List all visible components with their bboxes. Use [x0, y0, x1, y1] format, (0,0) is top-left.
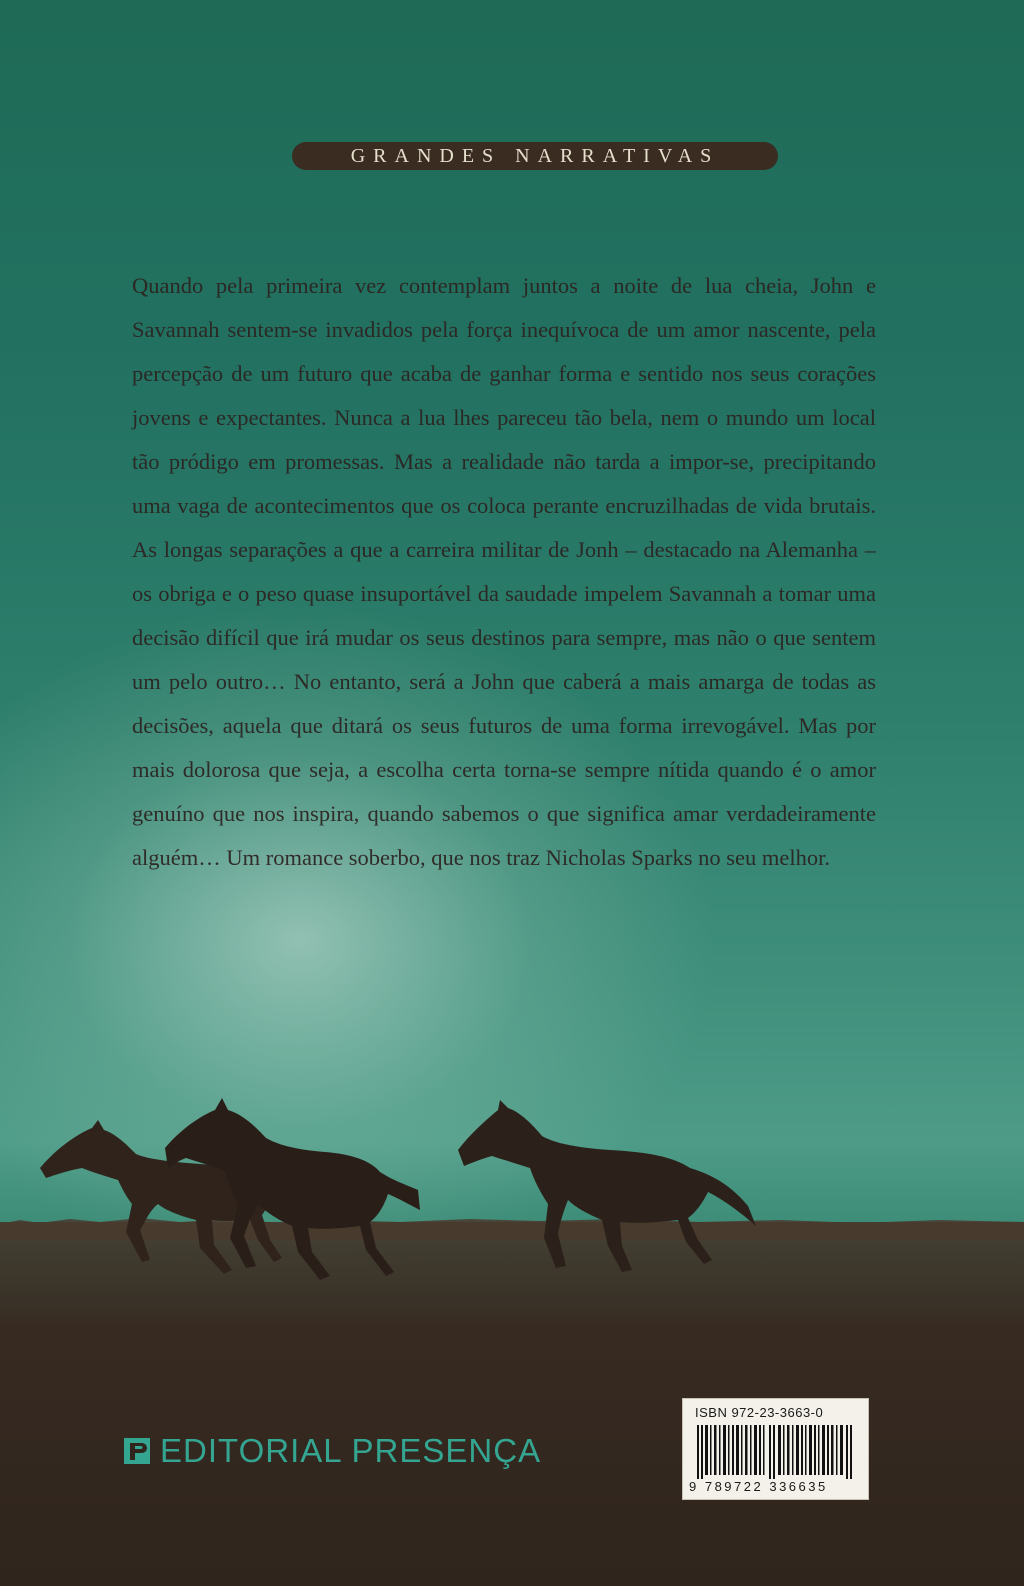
horse-right-icon: [458, 1100, 756, 1272]
running-horses-silhouette: [0, 1080, 1024, 1340]
series-title-word1: GRANDES: [350, 144, 502, 167]
series-title-word2: NARRATIVAS: [515, 144, 720, 167]
publisher-name: EDITORIAL PRESENÇA: [160, 1432, 542, 1469]
publisher-brand: [124, 1434, 541, 1467]
synopsis-text: Quando pela primeira vez contemplam juntos a noite de lua cheia, John e Savannah sentem-se invadidos pela força inequívoca de um amor nascente, pela percepção de um futuro que acaba de ganhar forma e sentido nos seus corações jovens e expectantes. Nunca a lua lhes pareceu tão bela, nem o mundo um local tão pródigo em promessas. Mas a realidade não tarda a impor-se, precipitando uma vaga de acontecimentos que os coloca perante encruzilhadas de vida brutais. As longas separações a que a carreira militar de Jonh – destacado na Alemanha – os obriga e o peso quase insuportável da saudade impelem Savannah a tomar uma decisão difícil que irá mudar os seus destinos para sempre, mas não o que sentem um pelo outro… No entanto, será a John que caberá a mais amarga de todas as decisões, aquela que ditará os seus futuros de uma forma irrevogável. Mas por mais dolorosa que seja, a escolha certa torna-se sempre nítida quando é o amor genuíno que nos inspira, quando sabemos o que significa amar verdadeiramente alguém… Um romance soberbo, que nos traz Nicholas Sparks no seu melhor.: [132, 273, 876, 870]
presenca-logo-icon: [124, 1438, 150, 1464]
ean-number: 9 789722 336635: [689, 1479, 828, 1494]
series-banner: [292, 142, 778, 170]
isbn-number: ISBN 972-23-3663-0: [695, 1405, 824, 1420]
barcode-bars: [693, 1425, 858, 1479]
isbn-barcode: [682, 1398, 869, 1500]
